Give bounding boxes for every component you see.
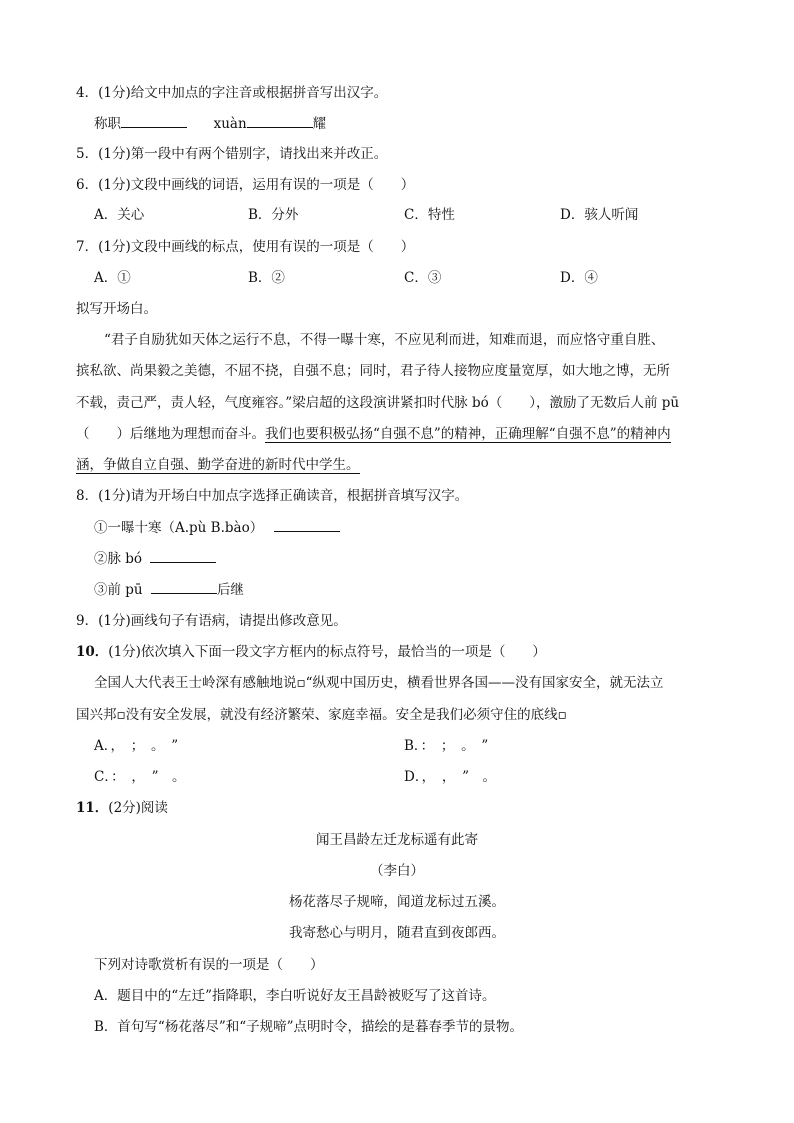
poem-title: 闻王昌龄左迁龙标遥有此寄	[316, 832, 478, 848]
answer-blank[interactable]	[151, 579, 217, 594]
answer-blank[interactable]	[274, 517, 340, 532]
question-8: 8．(1分)请为开场白中加点字选择正确读音，根据拼音填写汉字。	[76, 488, 469, 504]
q6-option-c[interactable]: C．特性	[404, 207, 455, 223]
passage-line: 摈私欲、尚果毅之美德，不屈不挠，自强不息；同时，君子待人接物应度量宽厚，如大地之博，无所	[76, 363, 670, 379]
q10-paragraph: 国兴邦▫没有安全发展，就没有经济繁荣、家庭幸福。安全是我们必须守住的底线▫	[76, 707, 567, 723]
q8-sub-3-suffix: 后继	[216, 582, 244, 598]
q6-option-a[interactable]: A．关心	[94, 207, 145, 223]
question-9: 9．(1分)画线句子有语病，请提出修改意见。	[76, 613, 347, 629]
q8-sub-3	[94, 579, 244, 600]
q10-option-c[interactable]: C．： ， ” 。	[94, 769, 186, 785]
poem-author: （李白）	[370, 863, 424, 879]
underlined-sentence: 我们也要积极弘扬“自强不息”的精神，正确理解“自强不息”的精神内	[265, 426, 671, 442]
section-title: 拟写开场白。	[76, 301, 157, 317]
q6-option-d[interactable]: D．骇人听闻	[560, 207, 639, 223]
q7-option-c[interactable]: C．③	[404, 270, 442, 286]
question-10	[76, 642, 546, 662]
q10-option-b[interactable]: B．： ； 。 ”	[404, 738, 489, 754]
question-4: 4．(1分)给文中加点的字注音或根据拼音写出汉字。	[76, 85, 388, 101]
q11-text: (2分)阅读	[108, 800, 168, 816]
underlined-sentence: 涵，争做自立自强、勤学奋进的新时代中学生。	[76, 457, 360, 473]
answer-blank[interactable]	[247, 113, 313, 128]
q10-text: (1分)依次填入下面一段文字方框内的标点符号，最恰当的一项是（ ）	[108, 644, 546, 660]
answer-blank[interactable]	[121, 113, 187, 128]
q10-option-a[interactable]: A．， ； 。 ”	[94, 738, 179, 754]
question-7: 7．(1分)文段中画线的标点，使用有误的一项是（ ）	[76, 239, 415, 255]
q4-word-1: 称职	[94, 116, 121, 132]
answer-blank[interactable]	[150, 548, 216, 563]
q11-number: 11．	[76, 800, 109, 816]
question-6: 6．(1分)文段中画线的词语，运用有误的一项是（ ）	[76, 177, 415, 193]
q4-suffix-2: 耀	[312, 116, 327, 132]
passage-line	[76, 455, 360, 475]
q8-sub-2	[94, 548, 216, 569]
q11-question: 下列对诗歌赏析有误的一项是（ ）	[94, 957, 324, 973]
passage-line	[76, 424, 671, 444]
q8-sub-3-prefix: ③前 pū	[94, 582, 143, 598]
q8-sub-2-text: ②脉 bó	[94, 551, 143, 567]
passage-text: （ ）后继地为理想而奋斗。	[76, 426, 265, 442]
q7-option-d[interactable]: D．④	[560, 270, 598, 286]
q10-paragraph: 全国人大代表王士岭深有感触地说▫“纵观中国历史，横看世界各国——没有国家安全，就无法立	[94, 675, 664, 691]
poem-line: 我寄愁心与明月，随君直到夜郎西。	[289, 925, 505, 941]
q8-sub-1	[94, 517, 340, 538]
q11-option-a[interactable]: A．题目中的“左迁”指降职，李白听说好友王昌龄被贬写了这首诗。	[94, 988, 496, 1004]
passage-line: 不载，责己严，责人轻，气度雍容。”梁启超的这段演讲紧扣时代脉 bó（ ），激励了无数后人前 pū	[76, 395, 680, 411]
q10-option-d[interactable]: D．， ， ” 。	[404, 769, 496, 785]
q8-sub-1-text: ①一曝十寒（A.pù B.bào）	[94, 520, 264, 536]
question-4-items	[94, 113, 326, 134]
q6-option-b[interactable]: B．分外	[248, 207, 299, 223]
q4-pinyin-2: xuàn	[213, 116, 247, 132]
q10-number: 10．	[76, 644, 109, 660]
q7-option-a[interactable]: A．①	[94, 270, 131, 286]
q7-option-b[interactable]: B．②	[248, 270, 285, 286]
q11-option-b[interactable]: B．首句写“杨花落尽”和“子规啼”点明时令，描绘的是暮春季节的景物。	[94, 1019, 524, 1035]
passage-line: “君子自励犹如天体之运行不息，不得一曝十寒，不应见利而进，知难而退，而应恪守重自胜、	[104, 332, 665, 348]
question-11	[76, 798, 168, 818]
question-5: 5．(1分)第一段中有两个错别字，请找出来并改正。	[76, 146, 388, 162]
poem-line: 杨花落尽子规啼，闻道龙标过五溪。	[289, 894, 505, 910]
